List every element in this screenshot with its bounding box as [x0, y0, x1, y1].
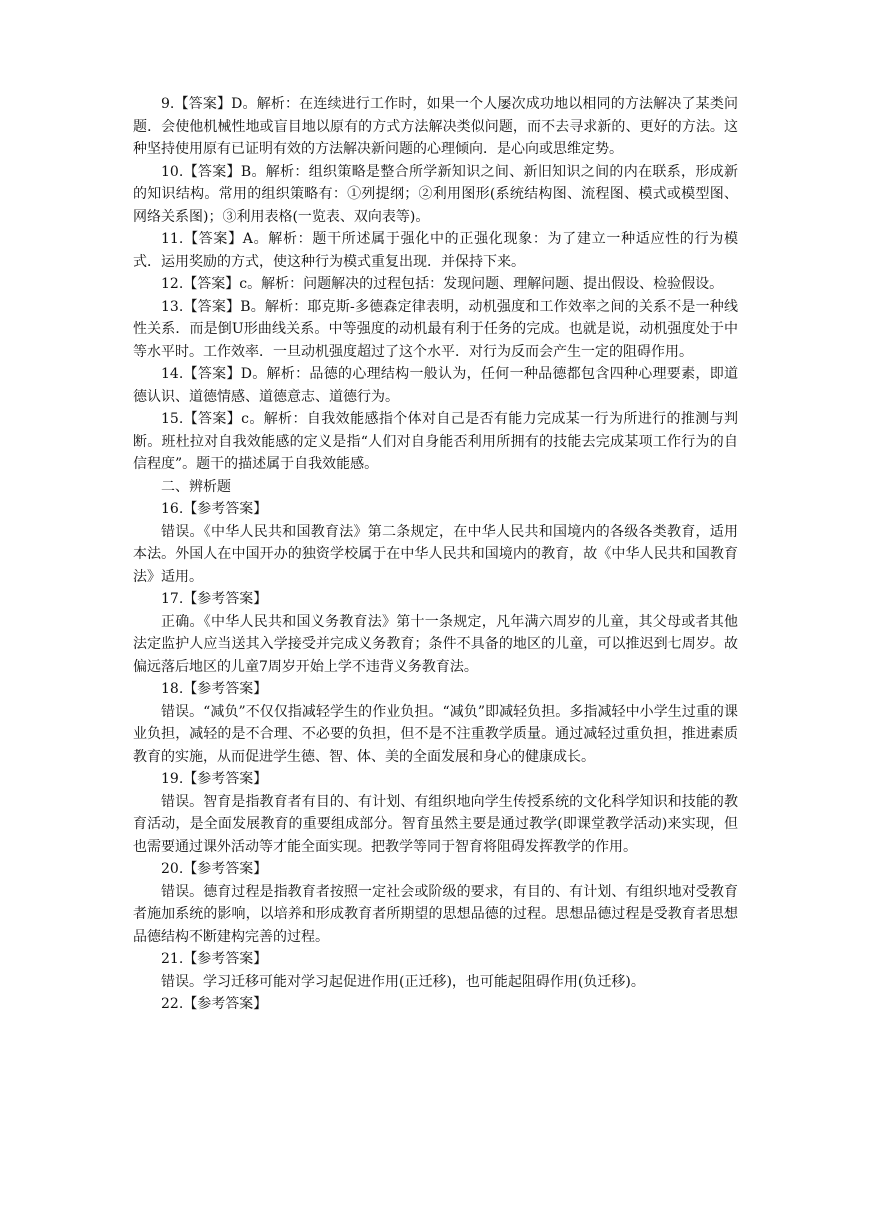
- answer-10: 10.【答案】B。解析：组织策略是整合所学新知识之间、新旧知识之间的内在联系，形成新的知识结构。常用的组织策略有：①列提纲；②利用图形(系统结构图、流程图、模式或模型图、网络关系图)；③利用表格(一览表、双向表等)。: [133, 163, 738, 225]
- answer-19-text: 错误。智育是指教育者有目的、有计划、有组织地向学生传授系统的文化科学知识和技能的教育活动，是全面发展教育的重要组成部分。智育虽然主要是通过教学(即课堂教学活动)来实现，但也需要通过课外活动等才能全面实现。把教学等同于智育将阻碍发挥教学的作用。: [133, 793, 738, 855]
- section-heading-analysis: 二、辨析题: [161, 478, 231, 495]
- answer-16-label: 16.【参考答案】: [161, 501, 268, 517]
- answer-13: 13.【答案】B。解析：耶克斯-多德森定律表明，动机强度和工作效率之间的关系不是一种线性关系．而是倒U形曲线关系。中等强度的动机最有利于任务的完成。也就是说，动机强度处于中等水平时。工作效率．一旦动机强度超过了这个水平．对行为反而会产生一定的阻碍作用。: [133, 298, 738, 360]
- answer-18-label: 18.【参考答案】: [161, 681, 268, 697]
- answer-17-label: 17.【参考答案】: [161, 591, 268, 607]
- answer-19-label: 19.【参考答案】: [161, 771, 268, 787]
- answer-20-text: 错误。德育过程是指教育者按照一定社会或阶级的要求，有目的、有计划、有组织地对受教育者施加系统的影响，以培养和形成教育者所期望的思想品德的过程。思想品德过程是受教育者思想品德结构不断建构完善的过程。: [133, 883, 738, 945]
- answer-22-label: 22.【参考答案】: [161, 996, 268, 1012]
- answer-12: 12.【答案】c。解析：问题解决的过程包括：发现问题、理解问题、提出假设、检验假设。: [161, 276, 724, 292]
- answer-16-text: 错误。《中华人民共和国教育法》第二条规定，在中华人民共和国境内的各级各类教育，适用本法。外国人在中国开办的独资学校属于在中华人民共和国境内的教育，故《中华人民共和国教育法》适用。: [133, 523, 738, 585]
- answer-11: 11.【答案】A。解析：题干所述属于强化中的正强化现象：为了建立一种适应性的行为模式．运用奖励的方式，使这种行为模式重复出现．并保持下来。: [133, 231, 738, 270]
- answer-17-text: 正确。《中华人民共和国义务教育法》第十一条规定，凡年满六周岁的儿童，其父母或者其他法定监护人应当送其入学接受并完成义务教育；条件不具备的地区的儿童，可以推迟到七周岁。故偏远落后地区的儿童7周岁开始上学不违背义务教育法。: [133, 613, 738, 675]
- answer-21-label: 21.【参考答案】: [161, 951, 268, 967]
- answer-14: 14.【答案】D。解析：品德的心理结构一般认为，任何一种品德都包含四种心理要素，即道德认识、道德情感、道德意志、道德行为。: [133, 366, 738, 405]
- answer-9: 9.【答案】D。解析：在连续进行工作时，如果一个人屡次成功地以相同的方法解决了某类问题．会使他机械性地或盲目地以原有的方式方法解决类似问题，而不去寻求新的、更好的方法。这种坚持使用原有已证明有效的方法解决新问题的心理倾向．是心向或思维定势。: [133, 96, 738, 157]
- answer-18-text: 错误。“减负”不仅仅指减轻学生的作业负担。“减负”即减轻负担。多指减轻中小学生过重的课业负担，减轻的是不合理、不必要的负担，但不是不注重教学质量。通过减轻过重负担，推进素质教育的实施，从而促进学生德、智、体、美的全面发展和身心的健康成长。: [133, 703, 738, 765]
- answer-21-text: 错误。学习迁移可能对学习起促进作用(正迁移)，也可能起阻碍作用(负迁移)。: [161, 973, 645, 990]
- answer-15: 15.【答案】c。解析：自我效能感指个体对自己是否有能力完成某一行为所进行的推测与判断。班杜拉对自我效能感的定义是指“人们对自身能否利用所拥有的技能去完成某项工作行为的自信程度”。题干的描述属于自我效能感。: [133, 411, 738, 472]
- document-page: [133, 93, 738, 1016]
- answer-20-label: 20.【参考答案】: [161, 861, 268, 877]
